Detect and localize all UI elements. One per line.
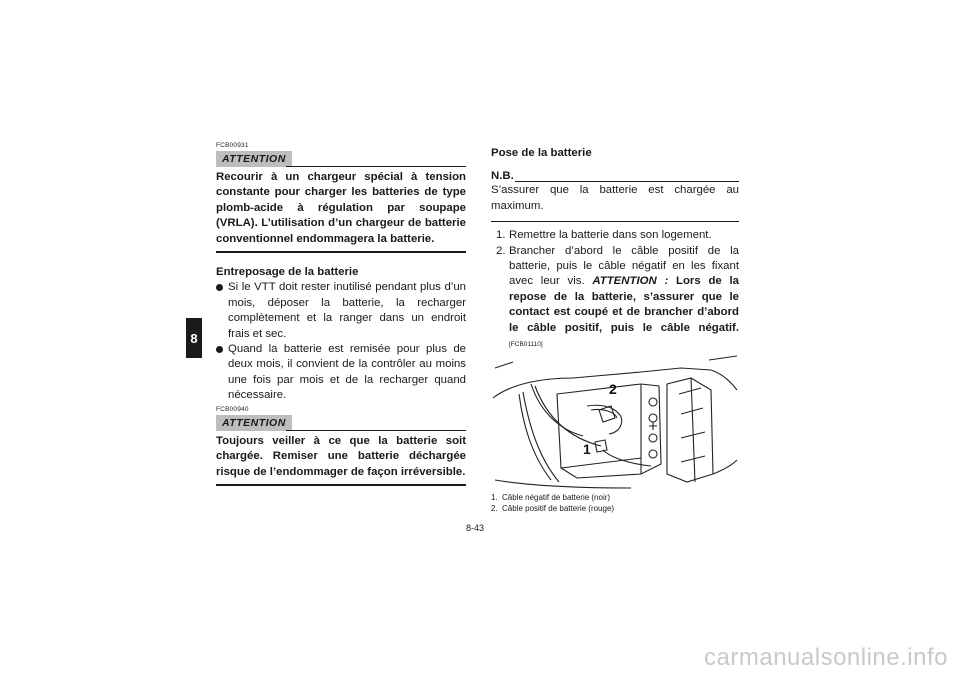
- list-item: [216, 342, 466, 404]
- step-item: [491, 228, 739, 243]
- attention-header: [216, 151, 466, 167]
- step-number: 2.: [496, 244, 506, 257]
- chapter-tab: 8: [186, 318, 202, 358]
- list-item-text: Si le VTT doit rester inutilisé pendant plus d’un mois, déposer la batterie, la recharger complètement et la ranger dans un endroit frais et sec.: [228, 281, 466, 340]
- attention-text: Toujours veiller à ce que la batterie soit chargée. Remiser une batterie déchargée risque de l’endommager de façon irréversible.: [216, 434, 466, 486]
- caption-text: Câble négatif de batterie (noir): [502, 493, 611, 503]
- note-header: [491, 169, 739, 183]
- divider: [286, 166, 466, 167]
- section-title: Pose de la batterie: [491, 147, 592, 159]
- attention-label: ATTENTION: [216, 415, 292, 431]
- bullet-list: [216, 280, 466, 403]
- caption-item: [491, 503, 739, 514]
- bullet-icon: [216, 346, 223, 353]
- step-code: [FCB01110]: [509, 341, 543, 349]
- page-number: 8-43: [466, 523, 485, 533]
- battery-diagram: [491, 354, 739, 490]
- note-text: S’assurer que la batterie est chargée au maximum.: [491, 183, 739, 222]
- attention-text: Recourir à un chargeur spécial à tension constante pour charger les batteries de type plomb-acide à régulation par soupape (VRLA). L’utilisation d’un chargeur de batterie conventionnel endommagera la batterie.: [216, 170, 466, 253]
- caption-item: [491, 492, 739, 503]
- watermark: carmanualsonline.info: [704, 644, 948, 671]
- list-item: [216, 280, 466, 342]
- section-title: Entreposage de la batterie: [216, 266, 359, 279]
- bullet-icon: [216, 284, 223, 291]
- step-attention-text: Lors de la repose de la batterie, s’assurer que le contact est coupé et de brancher d’abord le câble positif, puis le câble négatif.: [509, 275, 739, 334]
- left-column: [216, 142, 466, 486]
- step-text: Remettre la batterie dans son logement.: [509, 229, 712, 242]
- battery-illustration: [491, 354, 739, 490]
- figure-captions: [491, 492, 739, 514]
- figure-label-1: 1: [583, 441, 591, 458]
- note-label: N.B.: [491, 169, 516, 184]
- list-item-text: Quand la batterie est remisée pour plus de deux mois, il convient de la contrôler au moins une fois par mois et de la recharger quand nécessaire.: [228, 343, 466, 402]
- step-text: Brancher d’abord le câble positif de la batterie, puis le câble négatif en les fixant avec leur vis.: [509, 244, 739, 288]
- caption-number: 2.: [491, 504, 498, 514]
- step-item: [491, 244, 739, 353]
- step-attention-label: ATTENTION :: [592, 275, 669, 288]
- attention-header: [216, 415, 466, 431]
- caption-number: 1.: [491, 493, 498, 503]
- figure-label-2: 2: [609, 381, 617, 398]
- divider: [286, 430, 466, 431]
- warning-code: FCB00940: [216, 405, 249, 413]
- divider: [515, 181, 739, 182]
- right-column: [491, 146, 739, 514]
- caption-text: Câble positif de batterie (rouge): [502, 504, 615, 514]
- step-list: [491, 228, 739, 352]
- step-number: 1.: [496, 229, 506, 242]
- attention-label: ATTENTION: [216, 151, 292, 167]
- warning-code: FCB00931: [216, 142, 249, 149]
